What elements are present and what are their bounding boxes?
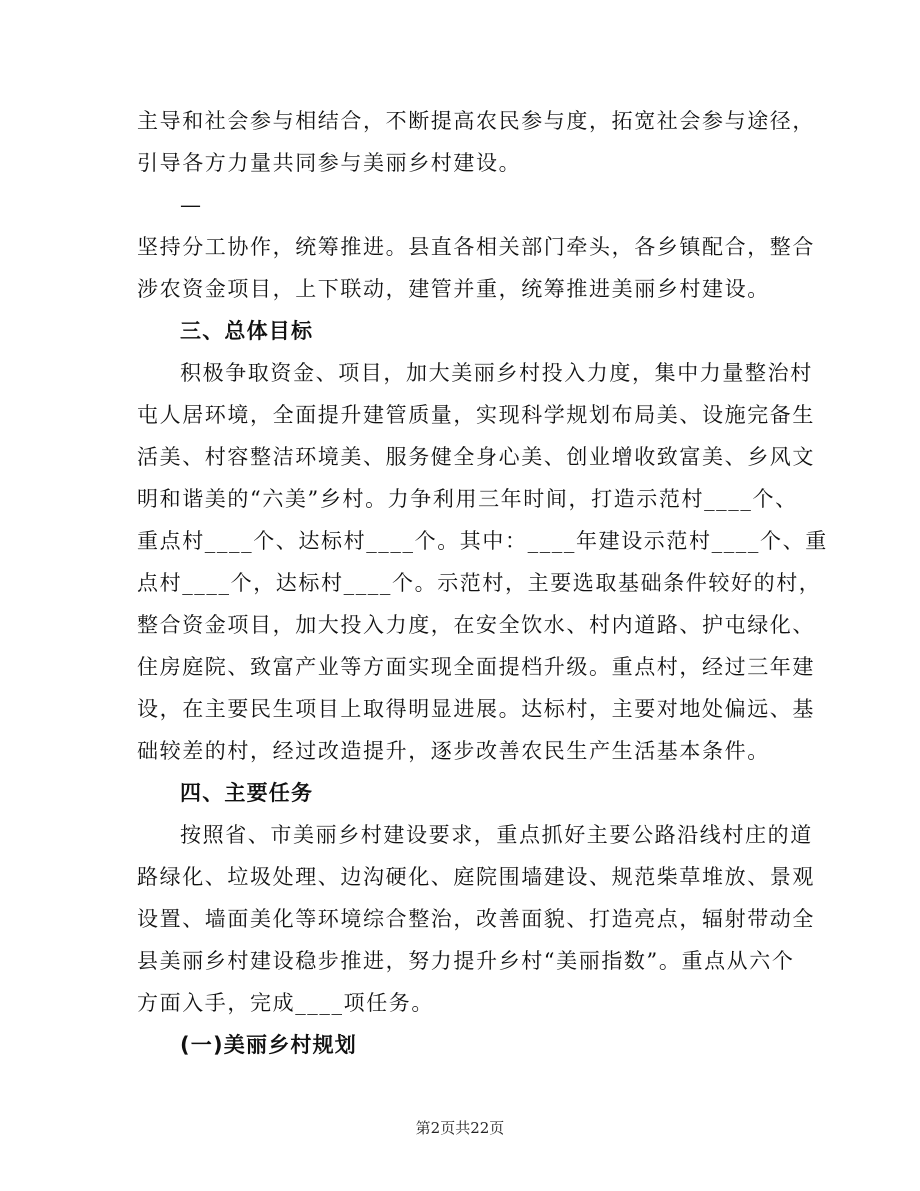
body-text-line: 设置、墙面美化等环境综合整治，改善面貌、打造亮点，辐射带动全 <box>137 907 815 931</box>
body-text-line: 重点村____个、达标村____个。其中：____年建设示范村____个、重 <box>137 529 828 553</box>
dash-line: — <box>180 193 203 217</box>
body-text-line: 方面入手，完成____项任务。 <box>137 991 434 1015</box>
body-text-line: 积极争取资金、项目，加大美丽乡村投入力度，集中力量整治村 <box>180 361 813 385</box>
body-text-line: 引导各方力量共同参与美丽乡村建设。 <box>137 151 522 175</box>
body-text-line: 路绿化、垃圾处理、边沟硬化、庭院围墙建设、规范柴草堆放、景观 <box>137 865 815 889</box>
body-text-line: 设，在主要民生项目上取得明显进展。达标村，主要对地处偏远、基 <box>137 697 815 721</box>
body-text-line: 明和谐美的“六美”乡村。力争利用三年时间，打造示范村____个、 <box>137 487 798 511</box>
body-text-line: 坚持分工协作，统筹推进。县直各相关部门牵头，各乡镇配合，整合 <box>137 235 815 259</box>
section-heading-main-tasks: 四、主要任务 <box>180 781 314 805</box>
body-text-line: 住房庭院、致富产业等方面实现全面提档升级。重点村，经过三年建 <box>137 655 815 679</box>
body-text-line: 涉农资金项目，上下联动，建管并重，统筹推进美丽乡村建设。 <box>137 277 770 301</box>
body-text-line: 活美、村容整洁环境美、服务健全身心美、创业增收致富美、乡风文 <box>137 445 815 469</box>
body-text-line: 主导和社会参与相结合，不断提高农民参与度，拓宽社会参与途径， <box>137 109 815 133</box>
subsection-heading-rural-planning: (一)美丽乡村规划 <box>180 1033 357 1057</box>
body-text-line: 按照省、市美丽乡村建设要求，重点抓好主要公路沿线村庄的道 <box>180 823 813 847</box>
body-text-line: 县美丽乡村建设稳步推进，努力提升乡村“美丽指数”。重点从六个 <box>137 949 795 973</box>
body-text-line: 点村____个，达标村____个。示范村，主要选取基础条件较好的村， <box>137 571 822 595</box>
page-number-footer: 第2页共22页 <box>415 1119 505 1137</box>
body-text-line: 整合资金项目，加大投入力度，在安全饮水、村内道路、护屯绿化、 <box>137 613 815 637</box>
body-text-line: 屯人居环境，全面提升建管质量，实现科学规划布局美、设施完备生 <box>137 403 815 427</box>
body-text-line: 础较差的村，经过改造提升，逐步改善农民生产生活基本条件。 <box>137 739 770 763</box>
section-heading-overall-goal: 三、总体目标 <box>180 319 314 343</box>
